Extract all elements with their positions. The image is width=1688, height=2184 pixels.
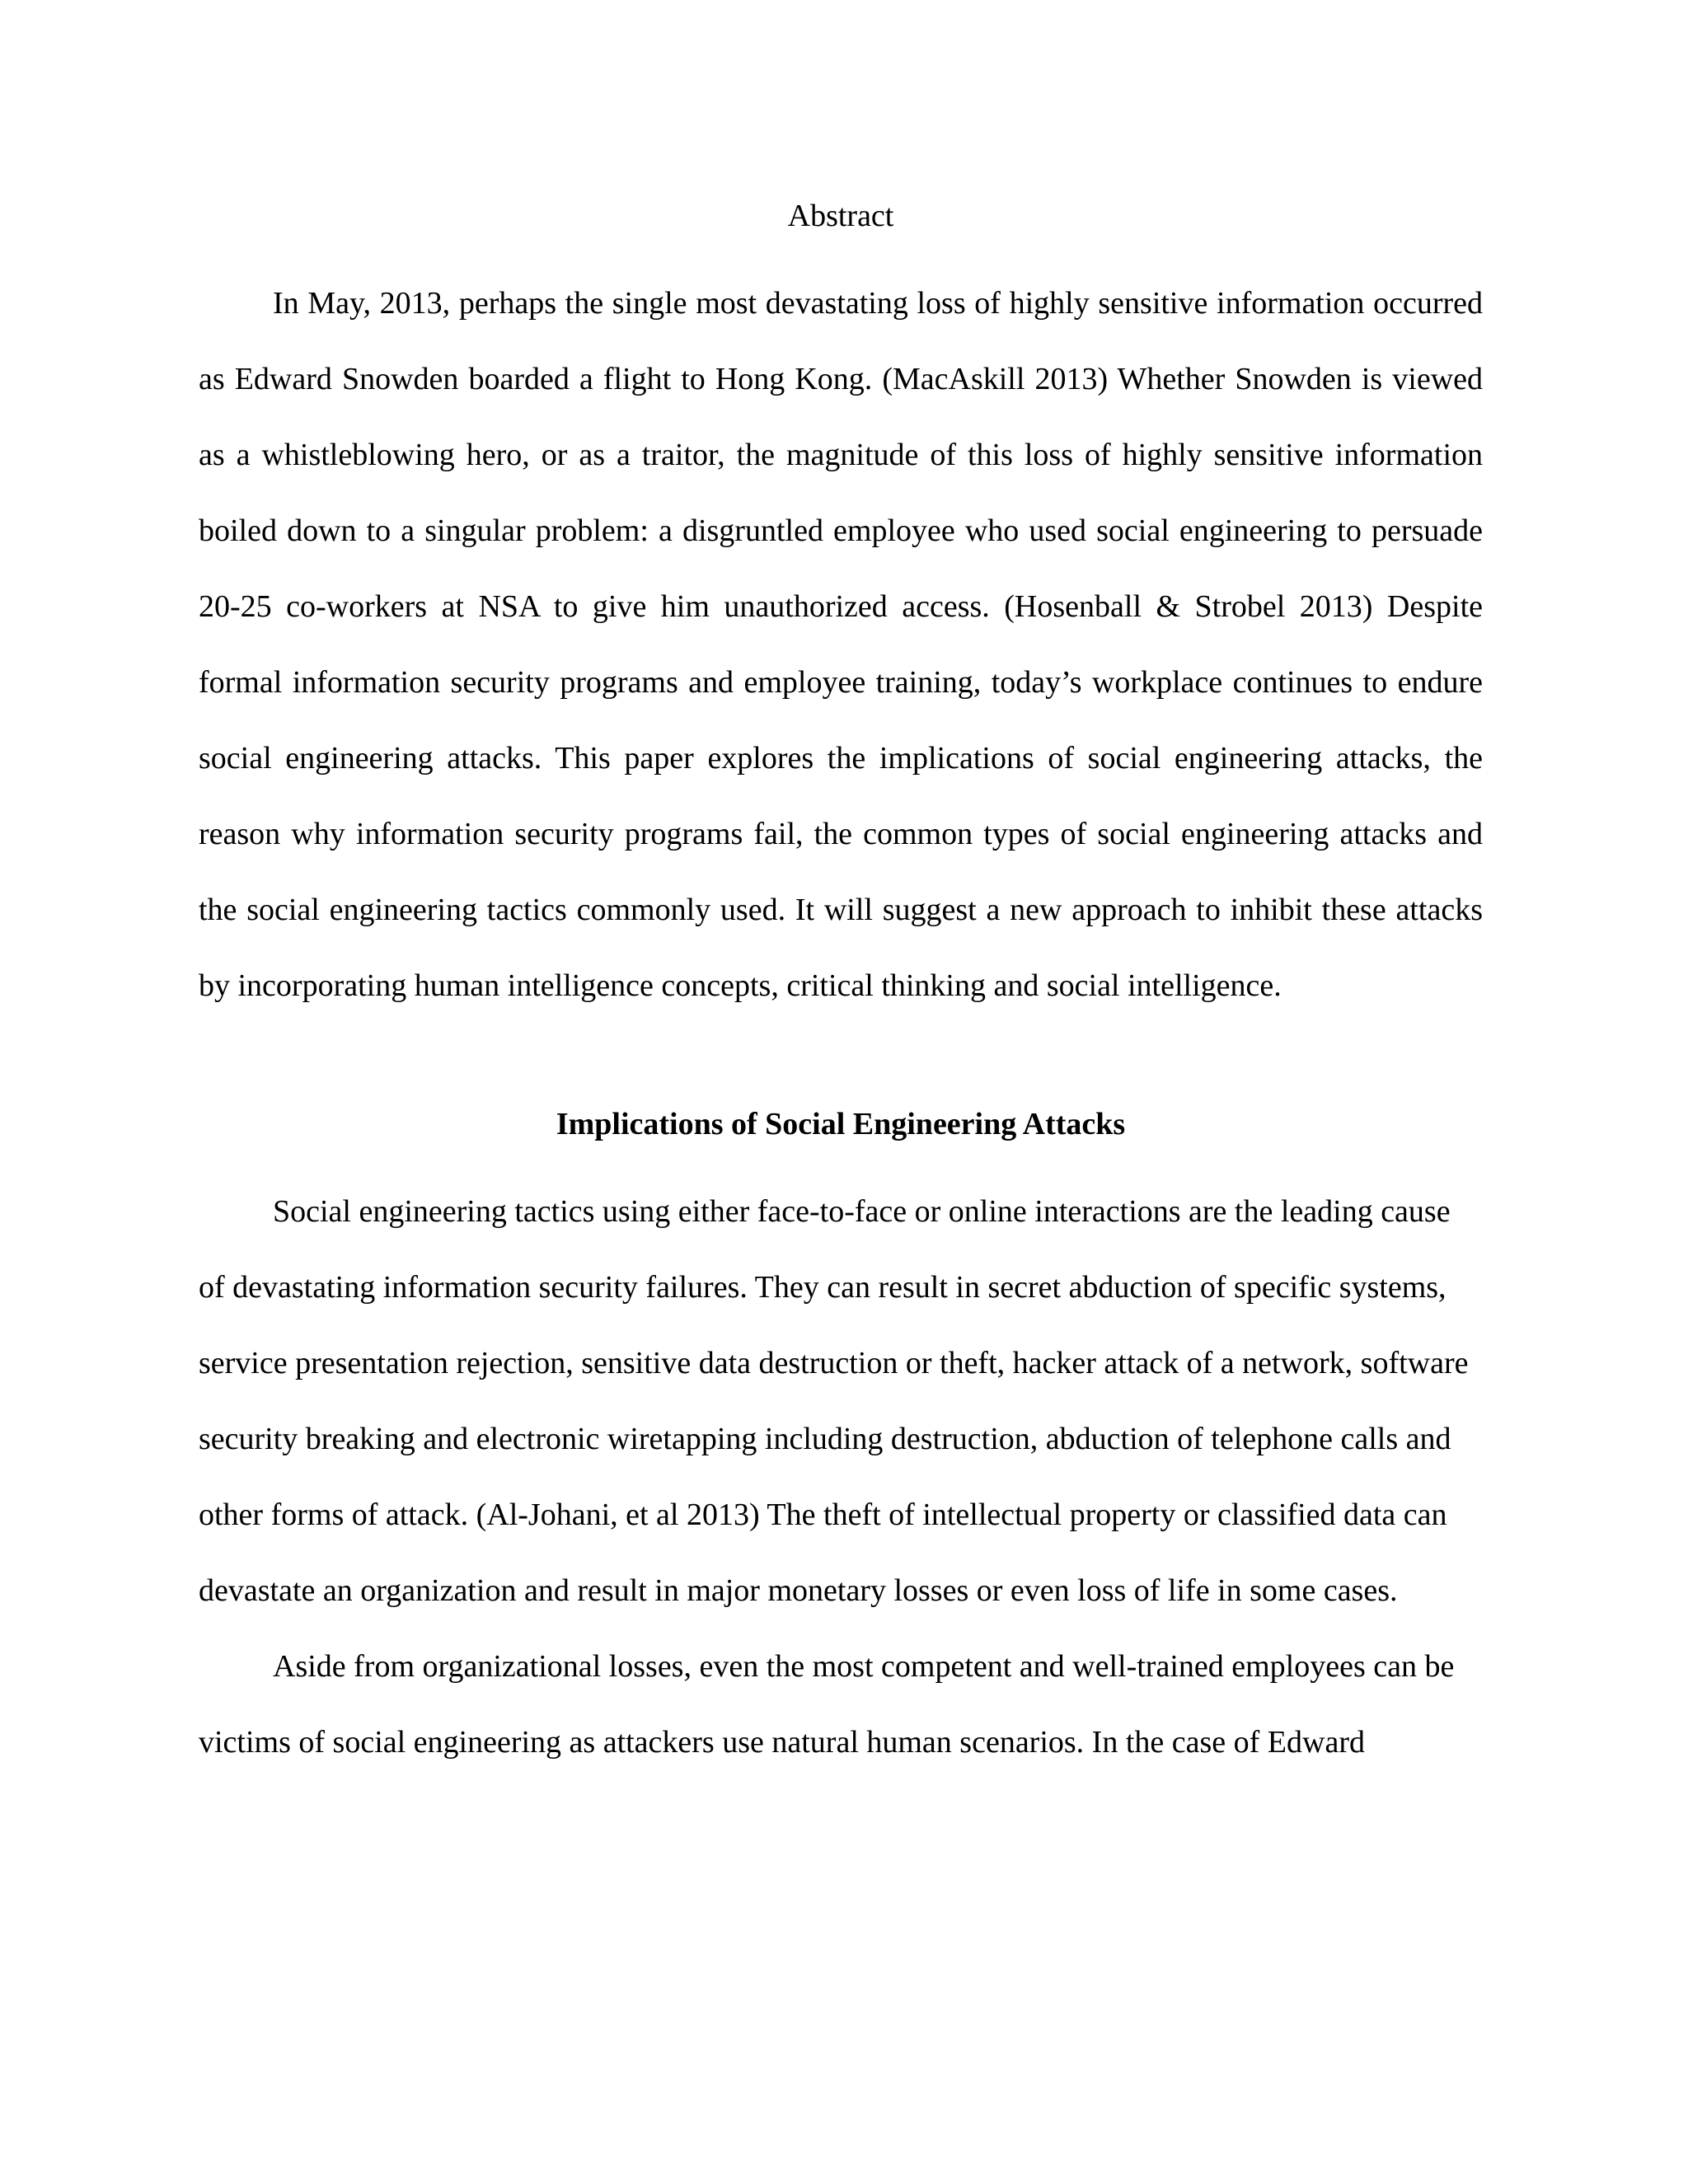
abstract-paragraph: In May, 2013, perhaps the single most devastating loss of highly sensitive information occurred as Edward Snowden boarded a flight to Hong Kong. (MacAskill 2013) Whether Snowden is viewed as a whistleblowing hero, or as a traitor, the magnitude of this loss of highly sensitive information boiled down to a singular problem: a disgruntled employee who used social engineering to persuade 20-25 co-workers at NSA to give him unauthorized access. (Hosenball & Strobel 2013) Despite formal information security programs and employee training, today’s workplace continues to endure social engineering attacks. This paper explores the implications of social engineering attacks, the reason why information security programs fail, the common types of social engineering attacks and the social engineering tactics commonly used. It will suggest a new approach to inhibit these attacks by incorporating human intelligence concepts, critical thinking and social intelligence. — [199, 286, 1483, 1003]
abstract-heading: Abstract — [787, 199, 894, 233]
section-heading: Implications of Social Engineering Attacks — [556, 1107, 1126, 1141]
spacer — [199, 241, 1483, 265]
section-paragraph-1: Social engineering tactics using either face-to-face or online interactions are the leading cause of devastating information security failures. They can result in secret abduction of specific systems, service presentation rejection, sensitive data destruction or theft, hacker attack of a network, software security breaking and electronic wiretapping including destruction, abduction of telephone calls and other forms of attack. (Al-Johani, et al 2013) The theft of intellectual property or classified data can devastate an organization and result in major monetary losses or even loss of life in some cases. — [199, 1194, 1469, 1608]
document-body — [199, 191, 1483, 1780]
spacer — [199, 1149, 1483, 1174]
section-paragraph-2: Aside from organizational losses, even the most competent and well-trained employees can be victims of social engineering as attackers use natural human scenarios. In the case of Edward — [199, 1649, 1455, 1760]
spacer — [199, 1024, 1483, 1099]
